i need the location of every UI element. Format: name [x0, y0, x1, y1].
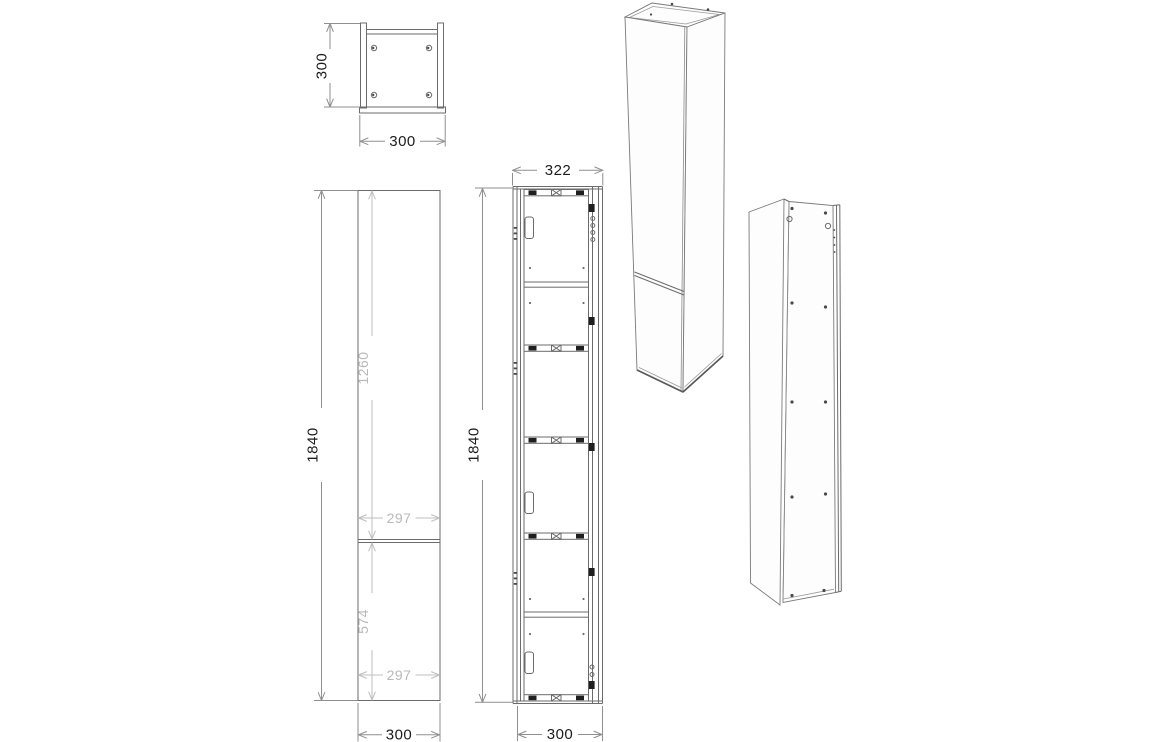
front-height-dimension [305, 191, 359, 701]
rail [524, 190, 589, 196]
rail [524, 437, 589, 443]
section-handle-recesses [525, 217, 534, 674]
top-view-width-dimension [360, 115, 445, 150]
dim-section-height: 1840 [465, 427, 483, 463]
dim-section-depth-overall: 322 [544, 161, 572, 179]
dim-lower-door-width: 297 [386, 667, 412, 683]
side-section-view [466, 162, 603, 742]
top-view-screw-holes [371, 45, 431, 97]
iso-top-screw-hole [671, 3, 674, 6]
iso-back-view [749, 199, 841, 605]
front-view [305, 191, 441, 742]
front-upper-door-width-dimension [359, 510, 440, 526]
iso-front-door-face [625, 17, 687, 392]
dim-front-height: 1840 [304, 427, 322, 463]
front-width-dimension [358, 703, 440, 742]
top-view-depth-dimension [314, 24, 361, 108]
section-shelves [524, 267, 589, 635]
dim-section-depth: 300 [546, 726, 574, 742]
rail [524, 345, 589, 351]
section-height-dimension [466, 188, 514, 702]
iso-front-view [625, 3, 725, 392]
dim-top-depth: 300 [313, 52, 331, 80]
rail [524, 695, 589, 701]
section-depth-overall-dimension [513, 162, 603, 186]
iso-top-screw-hole [650, 13, 652, 15]
iso-top-screw-hole [707, 8, 710, 11]
section-fixing-rails [524, 190, 589, 702]
top-view-outline [360, 23, 446, 113]
section-hinge-hardware [589, 204, 595, 689]
section-depth-dimension [518, 706, 603, 742]
dim-upper-door-width: 297 [386, 510, 412, 526]
top-view [314, 23, 446, 150]
iso-back-side-panel [749, 199, 784, 605]
dim-top-width: 300 [389, 132, 416, 150]
dim-lower-door-height: 574 [355, 609, 371, 634]
dim-front-width: 300 [385, 726, 413, 742]
front-lower-door-width-dimension [359, 667, 440, 683]
iso-front-side-face [683, 13, 725, 392]
dim-upper-door-height: 1260 [355, 351, 371, 385]
rail [524, 533, 589, 539]
